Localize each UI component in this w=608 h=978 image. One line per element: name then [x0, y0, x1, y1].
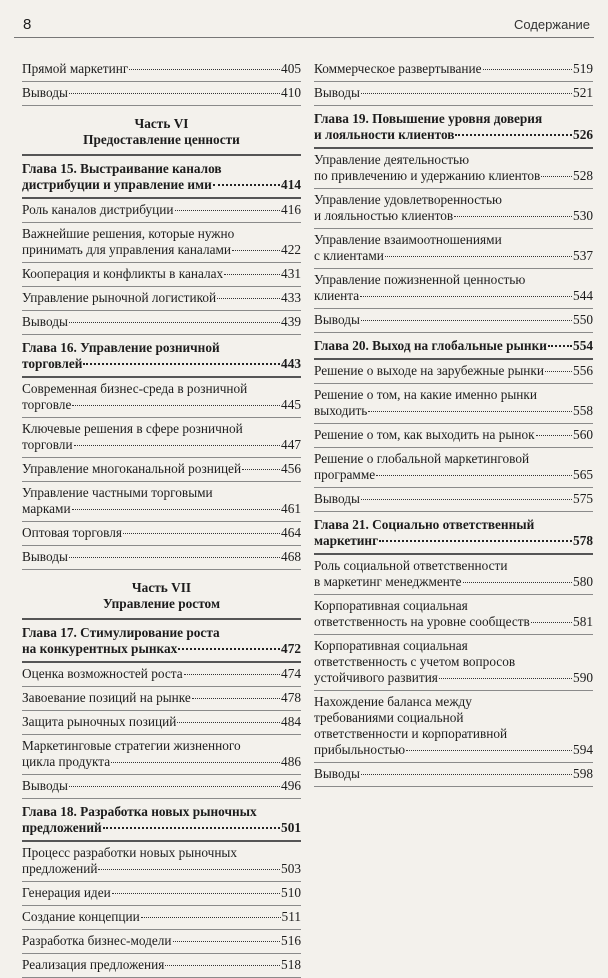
toc-entry-title: Современная бизнес-среда в розничной — [22, 381, 248, 396]
toc-entry[interactable] — [22, 311, 301, 335]
toc-page-number: 472 — [281, 641, 301, 656]
toc-column-right — [314, 58, 593, 787]
dot-leader — [192, 698, 280, 699]
toc-entry[interactable] — [314, 488, 593, 512]
toc-entry[interactable] — [314, 555, 593, 595]
toc-entry-title: Управление удовлетворенностью — [314, 192, 502, 207]
toc-page-number: 456 — [281, 461, 301, 476]
toc-entry[interactable] — [314, 424, 593, 448]
toc-entry-title: Кооперация и конфликты в каналах — [22, 266, 224, 281]
toc-page-number: 594 — [573, 742, 593, 757]
toc-entry[interactable] — [314, 448, 593, 488]
toc-page-number: 503 — [281, 861, 301, 876]
toc-entry[interactable] — [314, 595, 593, 635]
toc-page-number: 486 — [281, 754, 301, 769]
dot-leader — [74, 445, 280, 446]
dot-leader — [385, 256, 572, 257]
dot-leader — [232, 250, 280, 251]
toc-entry-title: Процесс разработки новых рыночных — [22, 845, 238, 860]
toc-chapter[interactable] — [314, 333, 593, 360]
toc-page-number: 439 — [281, 314, 301, 329]
toc-page-number: 414 — [281, 177, 301, 192]
dot-leader — [173, 941, 281, 942]
toc-page-number: 578 — [573, 533, 593, 548]
toc-chapter[interactable] — [22, 620, 301, 663]
toc-entry[interactable] — [22, 82, 301, 106]
dot-leader — [406, 750, 572, 751]
toc-entry[interactable] — [314, 229, 593, 269]
toc-entry-title: Глава 16. Управление розничной — [22, 340, 220, 355]
toc-entry-title: Решение о том, на какие именно рынки — [314, 387, 538, 402]
toc-entry[interactable] — [314, 189, 593, 229]
toc-page-number: 478 — [281, 690, 301, 705]
toc-page-number: 556 — [573, 363, 593, 378]
toc-entry-title: прибыльностью — [314, 742, 406, 757]
toc-entry[interactable] — [314, 82, 593, 106]
toc-page-number: 511 — [281, 909, 301, 924]
toc-entry-title: предложений — [22, 820, 102, 835]
toc-page-number: 528 — [573, 168, 593, 183]
toc-entry[interactable] — [22, 263, 301, 287]
toc-entry[interactable] — [22, 378, 301, 418]
dot-leader — [376, 475, 572, 476]
toc-entry[interactable] — [22, 223, 301, 263]
toc-entry-title: требованиями социальной — [314, 710, 464, 725]
toc-entry[interactable] — [314, 635, 593, 691]
toc-entry-title: Роль каналов дистрибуции — [22, 202, 174, 217]
toc-entry-title: Выводы — [314, 85, 360, 100]
toc-entry[interactable] — [22, 458, 301, 482]
toc-chapter[interactable] — [22, 335, 301, 378]
toc-entry[interactable] — [22, 775, 301, 799]
toc-entry-title: по привлечению и удержанию клиентов — [314, 168, 541, 183]
toc-entry[interactable] — [22, 482, 301, 522]
part-heading — [22, 106, 301, 156]
toc-page-number: 510 — [281, 885, 301, 900]
toc-entry-title: клиента — [314, 288, 360, 303]
toc-page-number: 537 — [573, 248, 593, 263]
toc-entry-title: Выводы — [314, 491, 360, 506]
toc-page-number: 554 — [573, 338, 593, 353]
toc-entry-title: Корпоративная социальная — [314, 638, 468, 653]
dot-leader — [69, 93, 280, 94]
toc-entry-title: Важнейшие решения, которые нужно — [22, 226, 235, 241]
dot-leader — [111, 762, 280, 763]
toc-entry[interactable] — [314, 384, 593, 424]
dot-leader — [72, 405, 280, 406]
toc-page-number: 416 — [281, 202, 301, 217]
toc-entry-title: Оптовая торговля — [22, 525, 123, 540]
toc-entry-title: Выводы — [22, 314, 68, 329]
dot-leader — [379, 540, 572, 542]
toc-entry-title: Реализация предложения — [22, 957, 165, 972]
toc-page-number: 447 — [281, 437, 301, 452]
toc-entry[interactable] — [314, 269, 593, 309]
dot-leader — [129, 69, 280, 70]
toc-entry-title: Решение о выходе на зарубежные рынки — [314, 363, 544, 378]
toc-page-number: 550 — [573, 312, 593, 327]
toc-page-number: 474 — [281, 666, 301, 681]
dot-leader — [536, 435, 572, 436]
dot-leader — [545, 371, 572, 372]
toc-entry-title: Корпоративная социальная — [314, 598, 468, 613]
toc-page-number: 464 — [281, 525, 301, 540]
toc-entry-title: принимать для управления каналами — [22, 242, 232, 257]
dot-leader — [178, 648, 280, 650]
dot-leader — [69, 557, 280, 558]
toc-entry-title: на конкурентных рынках — [22, 641, 178, 656]
toc-entry-title: Управление пожизненной ценностью — [314, 272, 526, 287]
dot-leader — [361, 320, 572, 321]
dot-leader — [360, 296, 572, 297]
toc-chapter[interactable] — [22, 156, 301, 199]
dot-leader — [83, 363, 280, 365]
toc-entry-title: Глава 15. Выстраивание каналов — [22, 161, 222, 176]
toc-entry[interactable] — [314, 691, 593, 763]
part-heading-line: Часть VI — [134, 116, 189, 131]
dot-leader — [454, 216, 572, 217]
toc-entry-title: Роль социальной ответственности — [314, 558, 508, 573]
dot-leader — [361, 93, 572, 94]
toc-chapter[interactable] — [22, 799, 301, 842]
dot-leader — [439, 678, 572, 679]
dot-leader — [455, 134, 572, 136]
toc-page-number: 501 — [281, 820, 301, 835]
toc-entry[interactable] — [22, 842, 301, 882]
section-title: Содержание — [514, 17, 590, 32]
part-heading-line: Управление ростом — [102, 596, 221, 611]
toc-entry[interactable] — [314, 149, 593, 189]
dot-leader — [217, 298, 280, 299]
dot-leader — [548, 345, 572, 347]
toc-entry-title: Оценка возможностей роста — [22, 666, 183, 681]
dot-leader — [541, 176, 572, 177]
toc-entry-title: с клиентами — [314, 248, 384, 263]
toc-entry[interactable] — [22, 711, 301, 735]
toc-page-number: 558 — [573, 403, 593, 418]
toc-page-number: 422 — [281, 242, 301, 257]
dot-leader — [141, 917, 281, 918]
dot-leader — [69, 786, 280, 787]
toc-entry-title: цикла продукта — [22, 754, 111, 769]
toc-entry-title: Коммерческое развертывание — [314, 61, 482, 76]
toc-entry-title: Выводы — [22, 85, 68, 100]
toc-entry-title: Выводы — [22, 549, 68, 564]
toc-page-number: 575 — [573, 491, 593, 506]
dot-leader — [242, 469, 280, 470]
toc-page-number: 518 — [281, 957, 301, 972]
toc-page-number: 598 — [573, 766, 593, 781]
toc-entry-title: Управление многоканальной розницей — [22, 461, 242, 476]
toc-page-number: 590 — [573, 670, 593, 685]
toc-entry[interactable] — [22, 522, 301, 546]
toc-page-number: 468 — [281, 549, 301, 564]
toc-entry-title: Выводы — [22, 778, 68, 793]
toc-entry-title: Решение о глобальной маркетинговой — [314, 451, 530, 466]
toc-entry-title: ответственность на уровне сообществ — [314, 614, 530, 629]
toc-page-number: 443 — [281, 356, 301, 371]
toc-chapter[interactable] — [314, 512, 593, 555]
dot-leader — [175, 210, 281, 211]
toc-column-left — [22, 58, 301, 978]
toc-entry-title: торговли — [22, 437, 73, 452]
toc-entry[interactable] — [22, 663, 301, 687]
dot-leader — [361, 499, 572, 500]
toc-entry-title: предложений — [22, 861, 98, 876]
toc-entry[interactable] — [22, 58, 301, 82]
toc-entry-title: Защита рыночных позиций — [22, 714, 177, 729]
toc-entry-title: Глава 18. Разработка новых рыночных — [22, 804, 257, 819]
toc-entry-title: Создание концепции — [22, 909, 140, 924]
toc-page-number: 445 — [281, 397, 301, 412]
dot-leader — [177, 722, 280, 723]
dot-leader — [123, 533, 280, 534]
toc-entry-title: Нахождение баланса между — [314, 694, 472, 709]
toc-chapter[interactable] — [314, 106, 593, 149]
toc-entry-title: Ключевые решения в сфере розничной — [22, 421, 243, 436]
dot-leader — [483, 69, 572, 70]
toc-page-number: 521 — [573, 85, 593, 100]
toc-page-number: 581 — [573, 614, 593, 629]
toc-page-number: 580 — [573, 574, 593, 589]
toc-entry[interactable] — [314, 763, 593, 787]
page-number: 8 — [23, 16, 32, 33]
toc-entry-title: ответственности и корпоративной — [314, 726, 508, 741]
toc-page-number: 530 — [573, 208, 593, 223]
toc-page-number: 544 — [573, 288, 593, 303]
toc-entry-title: Управление деятельностью — [314, 152, 470, 167]
toc-page-number: 560 — [573, 427, 593, 442]
toc-entry[interactable] — [22, 546, 301, 570]
toc-entry-title: маркетинг — [314, 533, 379, 548]
toc-entry-title: Прямой маркетинг — [22, 61, 129, 76]
toc-page-number: 519 — [573, 61, 593, 76]
toc-page-number: 484 — [281, 714, 301, 729]
toc-entry-title: Глава 20. Выход на глобальные рынки — [314, 338, 547, 353]
toc-entry[interactable] — [314, 360, 593, 384]
toc-page-number: 433 — [281, 290, 301, 305]
part-heading — [22, 570, 301, 620]
toc-page-number: 405 — [281, 61, 301, 76]
dot-leader — [531, 622, 572, 623]
dot-leader — [72, 509, 280, 510]
toc-entry-title: Генерация идеи — [22, 885, 111, 900]
toc-entry-title: Глава 17. Стимулирование роста — [22, 625, 220, 640]
toc-entry-title: ответственность с учетом вопросов — [314, 654, 516, 669]
toc-entry-title: Глава 21. Социально ответственный — [314, 517, 535, 532]
toc-entry-title: Управление рыночной логистикой — [22, 290, 217, 305]
dot-leader — [368, 411, 572, 412]
toc-entry-title: дистрибуции и управление ими — [22, 177, 212, 192]
toc-entry-title: Управление взаимоотношениями — [314, 232, 502, 247]
toc-entry-title: Выводы — [314, 312, 360, 327]
dot-leader — [69, 322, 280, 323]
toc-entry[interactable] — [314, 58, 593, 82]
toc-entry[interactable] — [22, 954, 301, 978]
dot-leader — [213, 184, 280, 186]
dot-leader — [112, 893, 280, 894]
toc-entry[interactable] — [314, 309, 593, 333]
toc-page-number: 461 — [281, 501, 301, 516]
dot-leader — [463, 582, 572, 583]
toc-page-number: 565 — [573, 467, 593, 482]
toc-entry-title: Управление частными торговыми — [22, 485, 213, 500]
toc-entry-title: и лояльности клиентов — [314, 127, 455, 142]
toc-entry-title: Глава 19. Повышение уровня доверия — [314, 111, 543, 126]
toc-entry-title: Разработка бизнес-модели — [22, 933, 172, 948]
toc-page-number: 410 — [281, 85, 301, 100]
toc-entry[interactable] — [22, 906, 301, 930]
toc-entry-title: устойчивого развития — [314, 670, 438, 685]
dot-leader — [165, 965, 280, 966]
part-heading-line: Предоставление ценности — [83, 132, 240, 147]
dot-leader — [224, 274, 280, 275]
toc-entry-title: Решение о том, как выходить на рынок — [314, 427, 535, 442]
toc-entry-title: программе — [314, 467, 376, 482]
toc-entry-title: выходить — [314, 403, 368, 418]
toc-page-number: 516 — [281, 933, 301, 948]
toc-entry-title: в маркетинг менеджменте — [314, 574, 462, 589]
toc-entry[interactable] — [22, 287, 301, 311]
page-header — [14, 10, 594, 38]
toc-entry[interactable] — [22, 735, 301, 775]
toc-entry-title: торговлей — [22, 356, 83, 371]
toc-entry[interactable] — [22, 930, 301, 954]
toc-page-number: 526 — [573, 127, 593, 142]
toc-entry-title: Маркетинговые стратегии жизненного — [22, 738, 241, 753]
dot-leader — [103, 827, 280, 829]
dot-leader — [98, 869, 280, 870]
toc-entry[interactable] — [22, 882, 301, 906]
dot-leader — [184, 674, 280, 675]
toc-entry-title: Завоевание позиций на рынке — [22, 690, 191, 705]
toc-entry[interactable] — [22, 418, 301, 458]
part-heading-line: Часть VII — [131, 580, 192, 595]
toc-entry[interactable] — [22, 687, 301, 711]
dot-leader — [361, 774, 572, 775]
toc-entry-title: Выводы — [314, 766, 360, 781]
toc-entry-title: торговле — [22, 397, 72, 412]
toc-entry-title: марками — [22, 501, 71, 516]
toc-page-number: 431 — [281, 266, 301, 281]
toc-entry-title: и лояльностью клиентов — [314, 208, 454, 223]
toc-entry[interactable] — [22, 199, 301, 223]
toc-page-number: 496 — [281, 778, 301, 793]
